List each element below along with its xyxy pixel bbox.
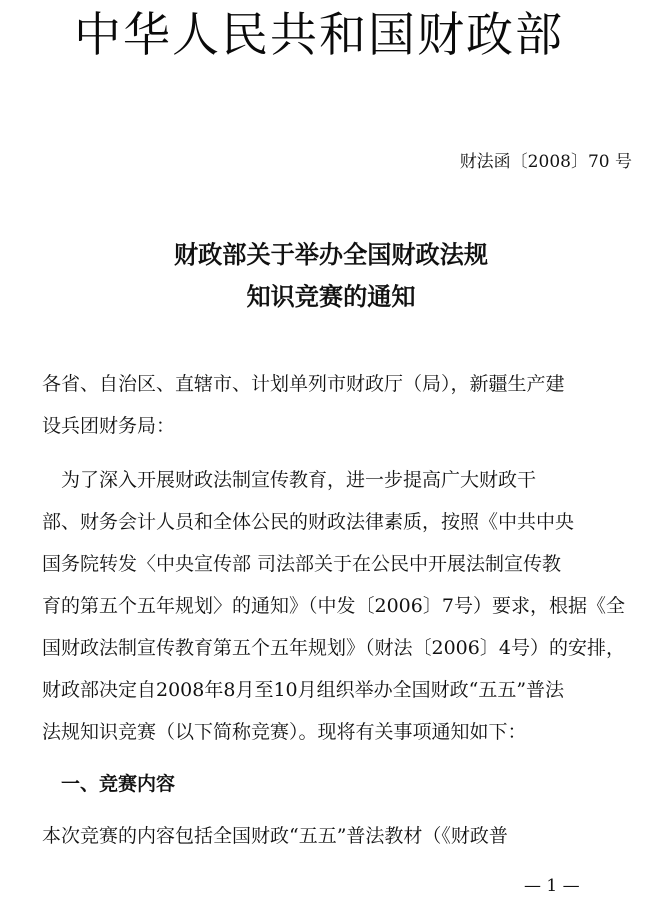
salutation-line: 各省、自治区、直辖市、计划单列市财政厅（局），新疆生产建 <box>42 373 565 395</box>
body-line: 国财政法制宣传教育第五个五年规划》（财法〔2006〕4号）的安排， <box>42 637 625 659</box>
salutation-line: 设兵团财务局： <box>42 415 176 437</box>
document-number: 财法函〔2008〕70 号 <box>459 152 632 172</box>
body-line: 本次竞赛的内容包括全国财政“五五”普法教材（《财政普 <box>42 825 508 847</box>
section-heading: 一、竞赛内容 <box>42 773 176 795</box>
body-line: 法规知识竞赛（以下简称竞赛）。现将有关事项通知如下： <box>42 721 527 743</box>
letterhead-title: 中华人民共和国财政部 <box>74 8 564 63</box>
body-line: 育的第五个五年规划〉的通知》（中发〔2006〕7号）要求，根据《全 <box>42 595 625 617</box>
body-line: 部、财务会计人员和全体公民的财政法律素质，按照《中共中央 <box>42 511 575 533</box>
notice-title-line: 知识竞赛的通知 <box>246 282 416 311</box>
notice-title-line: 财政部关于举办全国财政法规 <box>173 240 489 269</box>
body-line: 为了深入开展财政法制宣传教育，进一步提高广大财政干 <box>42 469 537 491</box>
body-line: 国务院转发〈中央宣传部 司法部关于在公民中开展法制宣传教 <box>42 553 562 575</box>
body-line: 财政部决定自2008年8月至10月组织举办全国财政“五五”普法 <box>42 679 565 701</box>
page-number: — 1 — <box>524 876 580 896</box>
